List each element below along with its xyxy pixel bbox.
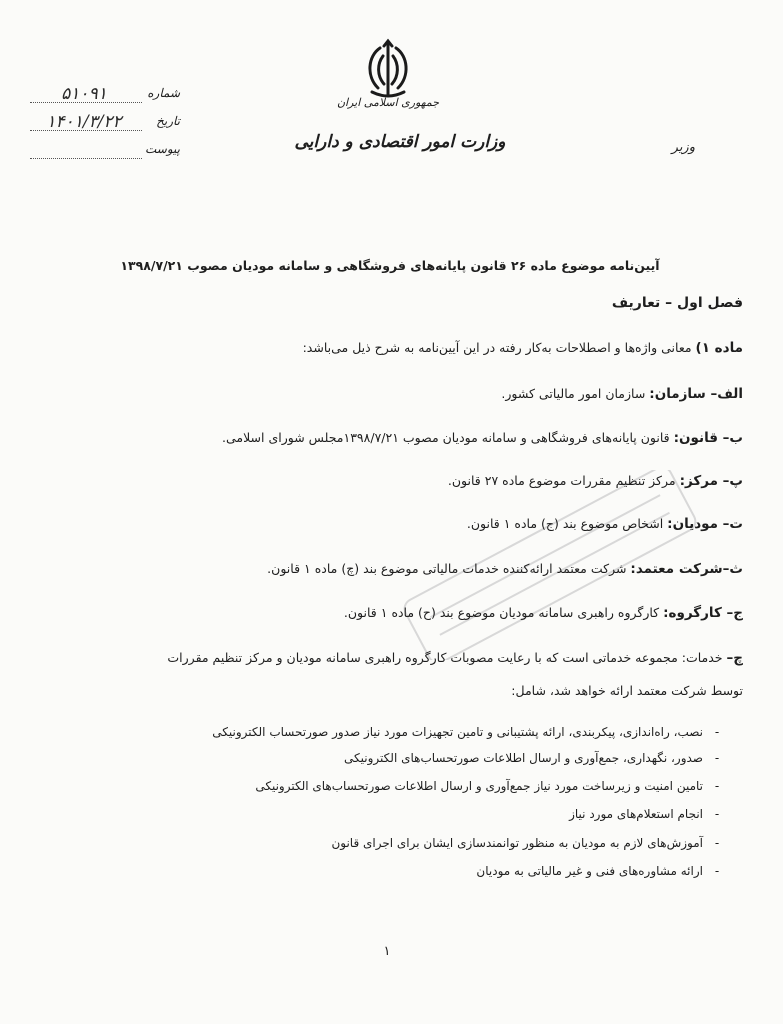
definition-term: ت– مودیان: xyxy=(667,516,743,532)
definition-item xyxy=(43,605,743,621)
list-item-text: نصب، راه‌اندازی، پیکربندی، ارائه پشتیبانی و تامین تجهیزات مورد نیاز صدور صورتحساب الکترونیکی xyxy=(212,725,703,739)
definition-item xyxy=(43,516,743,532)
definition-text: کارگروه راهبری سامانه مودیان موضوع بند (ح) ماده ۱ قانون. xyxy=(343,605,664,620)
list-item-text: صدور، نگهداری، جمع‌آوری و ارسال اطلاعات صورتحساب‌های الکترونیکی xyxy=(344,751,703,765)
definition-item xyxy=(43,430,743,446)
definition-item xyxy=(43,473,743,489)
document-title: آیین‌نامه موضوع ماده ۲۶ قانون پایانه‌های فروشگاهی و سامانه مودیان مصوب ۱۳۹۸/۷/۲۱ xyxy=(120,258,660,273)
definition-item xyxy=(43,561,743,577)
letter-attachment xyxy=(30,142,180,164)
bullet-dash: - xyxy=(714,864,720,878)
list-item-text: ارائه مشاوره‌های فنی و غیر مالیاتی به مودیان xyxy=(476,864,703,878)
letter-date-label: تاریخ xyxy=(156,114,180,128)
republic-name: جمهوری اسلامی ایران xyxy=(336,96,440,109)
iran-emblem-icon xyxy=(358,38,418,100)
definition-text: اشخاص موضوع بند (ج) ماده ۱ قانون. xyxy=(466,516,668,531)
letter-number xyxy=(30,86,180,108)
list-item xyxy=(51,864,731,878)
list-item-text: انجام استعلام‌های مورد نیاز xyxy=(569,807,703,821)
letter-number-line xyxy=(30,102,142,103)
definition-text: شرکت معتمد ارائه‌کننده خدمات مالیاتی موضوع بند (چ) ماده ۱ قانون. xyxy=(267,561,631,576)
bullet-dash: - xyxy=(714,836,720,850)
definition-term: ج– کارگروه: xyxy=(663,605,743,621)
letter-attachment-line xyxy=(30,158,142,159)
services-definition-line-2: توسط شرکت معتمد ارائه خواهد شد، شامل: xyxy=(511,683,743,698)
article-1 xyxy=(43,340,743,356)
list-item-text: آموزش‌های لازم به مودیان به منظور توانمندسازی ایشان برای اجرای قانون xyxy=(331,836,703,850)
definition-text: مرکز تنظیم مقررات موضوع ماده ۲۷ قانون. xyxy=(447,473,680,488)
definition-term: پ– مرکز: xyxy=(679,473,743,489)
bullet-dash: - xyxy=(714,725,720,739)
services-text: خدمات: مجموعه خدماتی است که با رعایت مصوبات کارگروه راهبری سامانه مودیان و مرکز تنظیم مقررات xyxy=(167,650,727,665)
bullet-dash: - xyxy=(714,807,720,821)
definition-item xyxy=(43,386,743,402)
list-item xyxy=(51,807,731,821)
services-definition-line-1 xyxy=(43,650,743,666)
ministry-name: وزارت امور اقتصادی و دارایی xyxy=(294,132,506,152)
article-1-label: ماده ۱) xyxy=(695,340,743,356)
list-item xyxy=(51,725,731,739)
definition-term: ث–شرکت معتمد: xyxy=(630,561,743,577)
minister-label: وزیر xyxy=(671,140,695,155)
article-1-text: معانی واژه‌ها و اصطلاحات به‌کار رفته در این آیین‌نامه به شرح ذیل می‌باشد: xyxy=(302,340,696,355)
bullet-dash: - xyxy=(714,751,720,765)
services-term: چ– xyxy=(726,650,743,666)
letter-date-value: ۱۴۰۱/۳/۲۲ xyxy=(46,112,122,132)
bullet-dash: - xyxy=(714,779,720,793)
list-item xyxy=(51,779,731,793)
definition-term: الف– سازمان: xyxy=(649,386,743,402)
letter-number-label: شماره xyxy=(147,86,180,100)
definition-text: قانون پایانه‌های فروشگاهی و سامانه مودیان مصوب ۱۳۹۸/۷/۲۱مجلس شورای اسلامی. xyxy=(221,430,674,445)
list-item xyxy=(51,751,731,765)
letter-date xyxy=(30,114,180,136)
letter-number-value: ۵۱۰۹۱ xyxy=(61,84,107,104)
letter-date-line xyxy=(30,130,142,131)
list-item xyxy=(51,836,731,850)
letter-attachment-label: پیوست xyxy=(145,142,180,156)
list-item-text: تامین امنیت و زیرساخت مورد نیاز جمع‌آوری و ارسال اطلاعات صورتحساب‌های الکترونیکی xyxy=(255,779,703,793)
chapter-heading: فصل اول – تعاریف xyxy=(611,295,743,311)
definition-text: سازمان امور مالیاتی کشور. xyxy=(501,386,650,401)
definition-term: ب– قانون: xyxy=(673,430,743,446)
page-number: ۱ xyxy=(383,944,391,959)
